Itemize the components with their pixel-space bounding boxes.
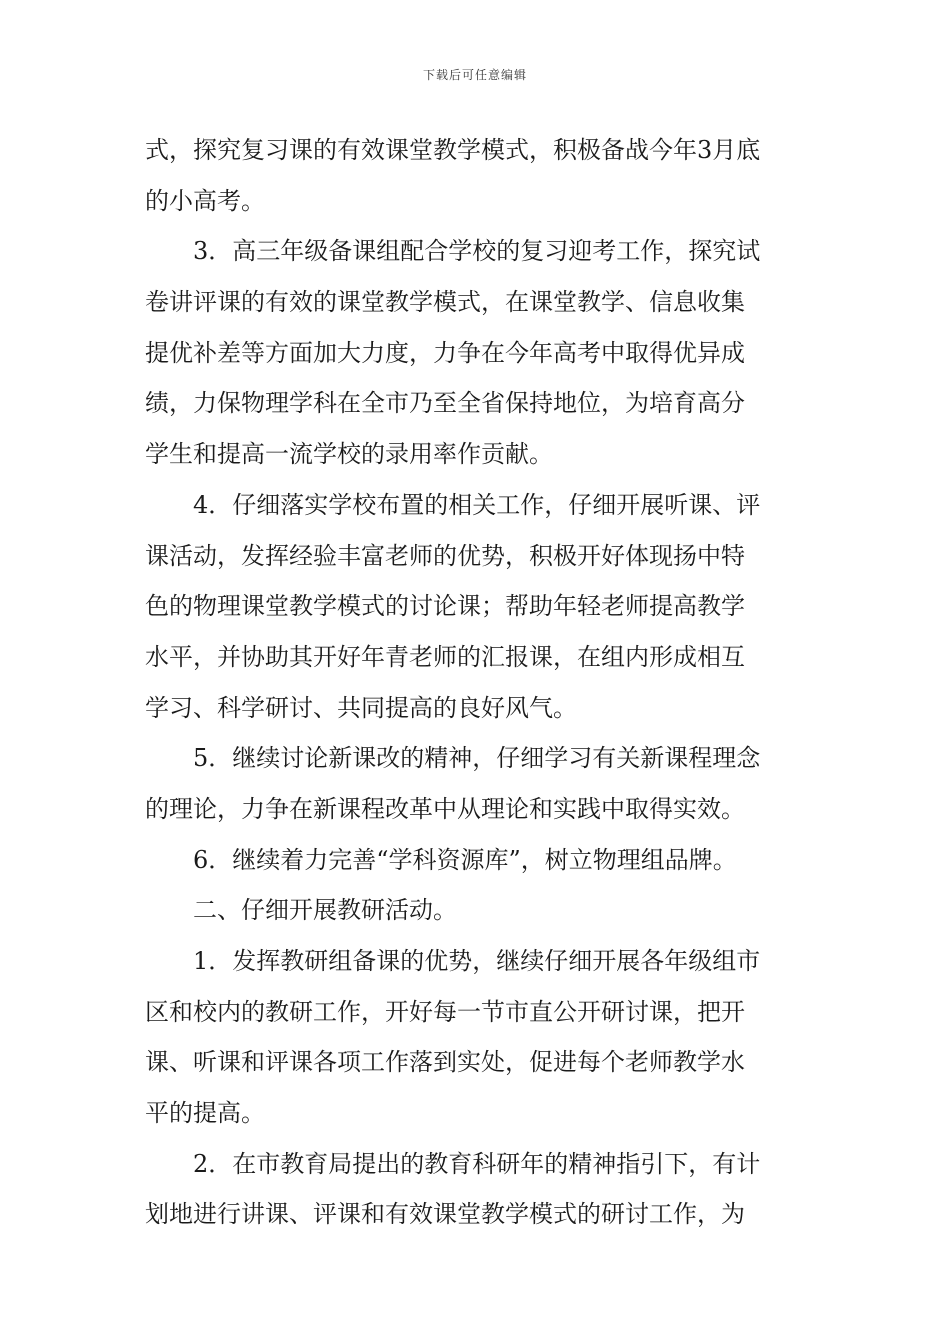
text-line: 课活动，发挥经验丰富老师的优势，积极开好体现扬中特 <box>145 541 745 570</box>
text-line: 课、听课和评课各项工作落到实处，促进每个老师教学水 <box>145 1048 745 1077</box>
text-line: 水平，并协助其开好年青老师的汇报课，在组内形成相互 <box>145 642 745 671</box>
text-line: 划地进行讲课、评课和有效课堂教学模式的研讨工作，为 <box>145 1200 745 1229</box>
text-line: 卷讲评课的有效的课堂教学模式，在课堂教学、信息收集 <box>145 288 745 317</box>
text-line: 学生和提高一流学校的录用率作贡献。 <box>145 440 553 469</box>
text-line: 的理论，力争在新课程改革中从理论和实践中取得实效。 <box>145 794 745 823</box>
body-text <box>145 125 810 1240</box>
paragraph-start-line: 2．在市教育局提出的教育科研年的精神指引下，有计 <box>193 1149 761 1178</box>
text-line: 提优补差等方面加大力度，力争在今年高考中取得优异成 <box>145 338 745 367</box>
text-line: 色的物理课堂教学模式的讨论课；帮助年轻老师提高教学 <box>145 592 745 621</box>
section-heading-line: 二、仔细开展教研活动。 <box>193 896 457 925</box>
text-line: 式，探究复习课的有效课堂教学模式，积极备战今年3月底 <box>145 136 761 164</box>
text-line: 平的提高。 <box>145 1099 265 1128</box>
paragraph-start-line: 5．继续讨论新课改的精神，仔细学习有关新课程理念 <box>193 744 761 773</box>
text-line: 绩，力保物理学科在全市乃至全省保持地位，为培育高分 <box>145 389 745 418</box>
paragraph-start-line: 4．仔细落实学校布置的相关工作，仔细开展听课、评 <box>193 490 761 519</box>
paragraph-start-line: 6．继续着力完善“学科资源库”，树立物理组品牌。 <box>193 845 737 874</box>
text-line: 的小高考。 <box>145 186 265 215</box>
text-line: 学习、科学研讨、共同提高的良好风气。 <box>145 693 577 722</box>
paragraph-start-line: 3．高三年级备课组配合学校的复习迎考工作，探究试 <box>193 237 761 266</box>
paragraph-start-line: 1．发挥教研组备课的优势，继续仔细开展各年级组市 <box>193 947 761 975</box>
text-line: 区和校内的教研工作，开好每一节市直公开研讨课，把开 <box>145 997 745 1026</box>
header-note: 下载后可任意编辑 <box>422 68 527 82</box>
